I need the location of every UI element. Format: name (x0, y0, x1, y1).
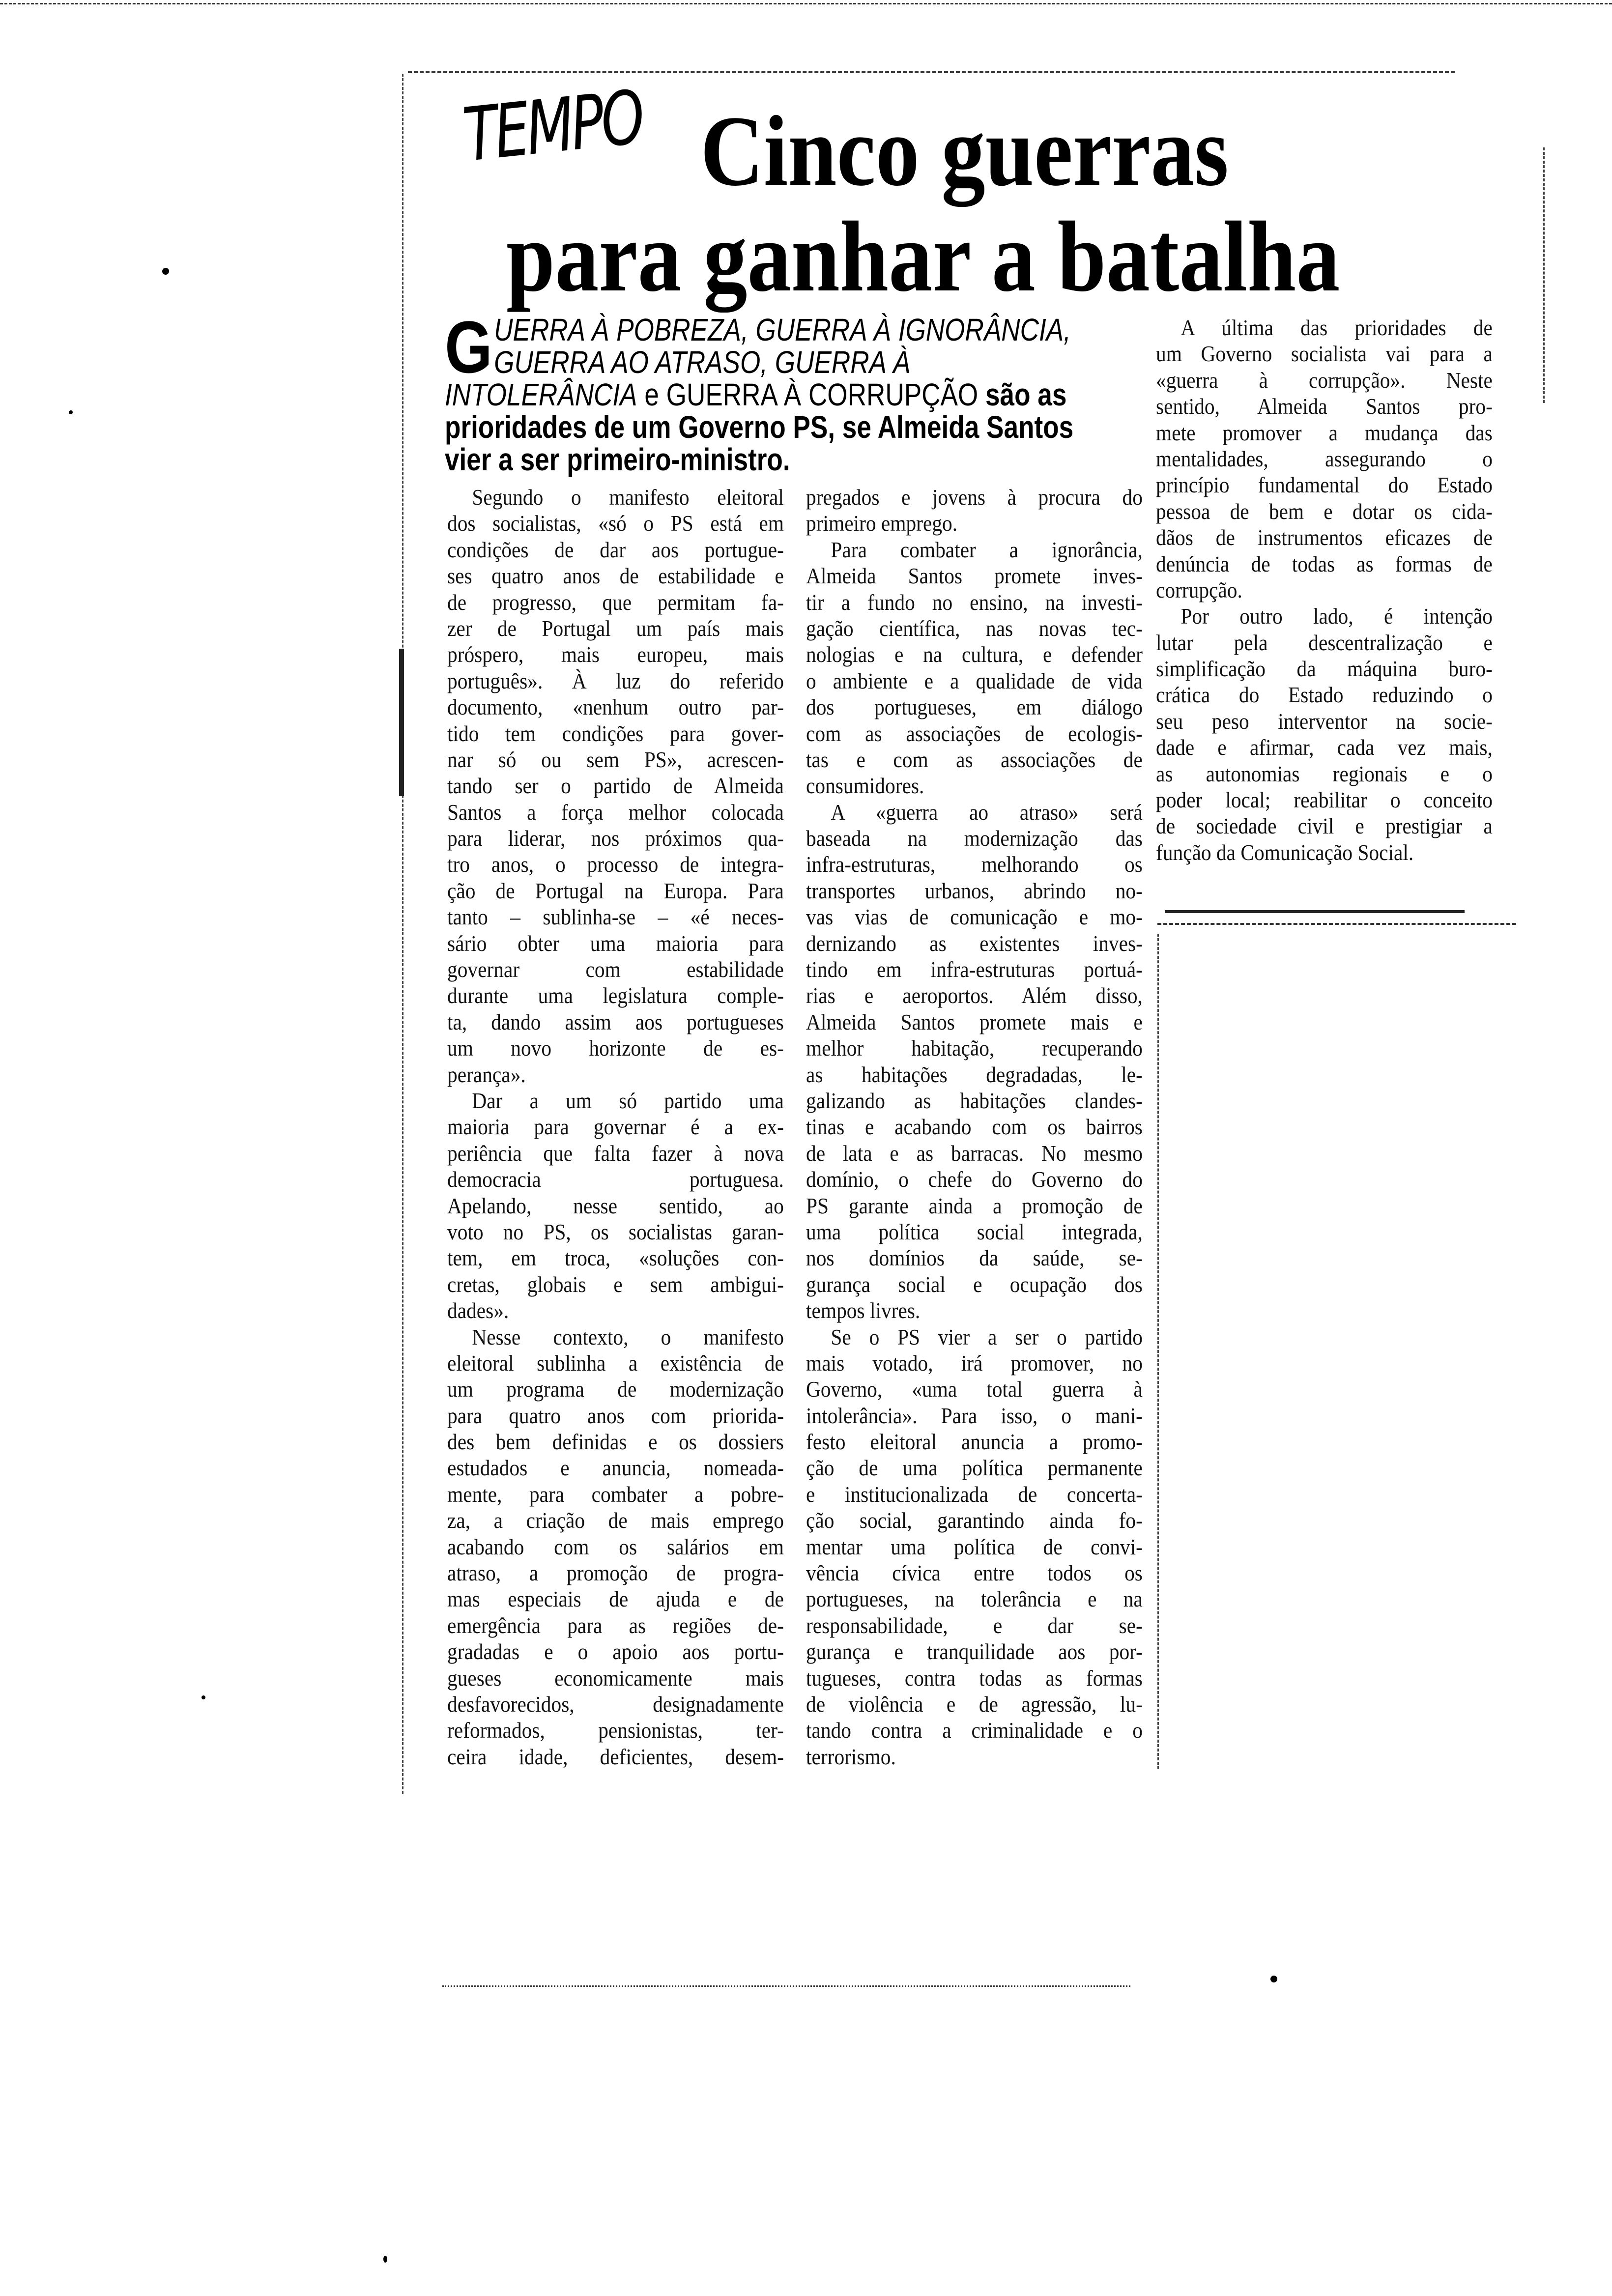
text-line: gação científica, nas novas tec- (806, 615, 1143, 641)
article-column-1 (447, 484, 784, 1770)
text-line: vência cívica entre todos os (806, 1560, 1143, 1586)
text-line: próspero, mais europeu, mais (447, 642, 784, 667)
headline-line-2: para ganhar a batalha (506, 201, 1340, 313)
text-line: de lata e as barracas. No mesmo (806, 1140, 1143, 1166)
scan-shadow-bar (399, 649, 404, 796)
scan-speck (1270, 1976, 1277, 1982)
text-line: za, a criação de mais emprego (447, 1508, 784, 1533)
text-line: mente, para combater a pobre- (447, 1481, 784, 1507)
text-line: de sociedade civil e prestigiar a (1156, 813, 1493, 839)
scan-speck (162, 268, 169, 275)
text-line: tro anos, o processo de integra- (447, 852, 784, 877)
text-line: nologias e na cultura, e defender (806, 642, 1143, 667)
text-line: mentalidades, assegurando o (1156, 446, 1493, 471)
text-line: periência que falta fazer à nova (447, 1140, 784, 1166)
text-line: tempos livres. (806, 1298, 921, 1323)
text-line: mas especiais de ajuda e de (447, 1586, 784, 1612)
text-line: tando ser o partido de Almeida (447, 773, 784, 799)
text-line: sentido, Almeida Santos pro- (1156, 394, 1493, 419)
text-line: galizando as habitações clandes- (806, 1088, 1143, 1113)
text-line: Se o PS vier a ser o partido (831, 1324, 1143, 1349)
text-line: mais votado, irá promover, no (806, 1350, 1143, 1376)
lead-line: vier a ser primeiro-ministro. (445, 442, 790, 477)
article-column-2 (806, 484, 1143, 1770)
text-line: des bem definidas e os dossiers (447, 1429, 784, 1455)
text-line: nos domínios da saúde, se- (806, 1245, 1143, 1271)
text-line: tas e com as associações de (806, 746, 1143, 772)
text-line: atraso, a promoção de progra- (447, 1560, 784, 1586)
text-line: Almeida Santos promete mais e (806, 1009, 1143, 1034)
text-line: tinas e acabando com os bairros (806, 1114, 1143, 1140)
text-line: Dar a um só partido uma (472, 1088, 784, 1113)
text-line: primeiro emprego. (806, 511, 958, 536)
text-line: acabando com os salários em (447, 1534, 784, 1559)
text-line: dade e afirmar, cada vez mais, (1156, 735, 1493, 760)
clipping-top-edge (408, 71, 1455, 73)
text-line: crática do Estado reduzindo o (1156, 682, 1493, 708)
clipping-cut-edge (1157, 923, 1516, 925)
lead-paragraph (445, 306, 1114, 477)
text-line: transportes urbanos, abrindo no- (806, 878, 1143, 903)
text-line: Apelando, nesse sentido, ao (447, 1193, 784, 1218)
text-line: um programa de modernização (447, 1377, 784, 1402)
text-line: para quatro anos com priorida- (447, 1403, 784, 1428)
text-line: português». À luz do referido (447, 668, 784, 693)
text-line: tido tem condições para gover- (447, 720, 784, 746)
text-line: gueses economicamente mais (447, 1665, 784, 1691)
text-line: ta, dando assim aos portugueses (447, 1009, 784, 1034)
scan-speck (383, 2256, 387, 2263)
text-line: infra-estruturas, melhorando os (806, 852, 1143, 877)
text-line: dos portugueses, em diálogo (806, 694, 1143, 720)
scan-top-border (0, 3, 1612, 4)
text-line: as autonomias regionais e o (1156, 761, 1493, 786)
text-line: Segundo o manifesto eleitoral (472, 485, 784, 510)
text-line: consumidores. (806, 773, 924, 799)
text-line: «guerra à corrupção». Neste (1156, 367, 1493, 393)
text-line: Nesse contexto, o manifesto (472, 1324, 784, 1349)
text-line: denúncia de todas as formas de (1156, 551, 1493, 576)
text-line: perança». (447, 1062, 526, 1087)
paragraph (806, 484, 1143, 537)
text-line: Por outro lado, é intenção (1180, 603, 1493, 629)
text-line: responsabilidade, e dar se- (806, 1612, 1143, 1638)
text-line: democracia portuguesa. (447, 1167, 784, 1192)
text-line: Almeida Santos promete inves- (806, 563, 1143, 589)
text-line: tando contra a criminalidade e o (806, 1718, 1143, 1743)
drop-cap: G (445, 306, 492, 388)
text-line: dos socialistas, «só o PS está em (447, 511, 784, 536)
handwritten-note: TEMPO (460, 75, 646, 179)
text-line: melhor habitação, recuperando (806, 1035, 1143, 1061)
lead-line: UERRA À POBREZA, GUERRA À IGNORÂNCIA, (494, 312, 1071, 347)
text-line: Para combater a ignorância, (831, 537, 1143, 562)
text-line: gradadas e o apoio aos portu- (447, 1639, 784, 1665)
text-line: PS garante ainda a promoção de (806, 1193, 1143, 1218)
text-line: de violência e de agressão, lu- (806, 1691, 1143, 1717)
text-line: com as associações de ecologis- (806, 720, 1143, 746)
text-line: ção de Portugal na Europa. Para (447, 878, 784, 903)
text-line: simplificação da máquina buro- (1156, 656, 1493, 682)
text-line: pregados e jovens à procura do (806, 485, 1143, 510)
paragraph (806, 537, 1143, 799)
lead-bold-text: são as (985, 377, 1067, 412)
text-line: durante uma legislatura comple- (447, 983, 784, 1008)
text-line: dades». (447, 1298, 509, 1323)
text-line: portugueses, na tolerância e na (806, 1586, 1143, 1612)
text-line: princípio fundamental do Estado (1156, 472, 1493, 498)
lead-line (445, 378, 1114, 411)
text-line: desfavorecidos, designadamente (447, 1691, 784, 1717)
text-line: um novo horizonte de es- (447, 1035, 784, 1061)
scan-speck (69, 410, 73, 414)
lead-text: e GUERRA À CORRUPÇÃO (637, 377, 986, 412)
paragraph (806, 799, 1143, 1324)
text-line: vas vias de comunicação e mo- (806, 904, 1143, 930)
text-line: Governo, «uma total guerra à (806, 1377, 1143, 1402)
text-line: tugueses, contra todas as formas (806, 1665, 1143, 1691)
text-line: zer de Portugal um país mais (447, 615, 784, 641)
text-line: tanto – sublinha-se – «é neces- (447, 904, 784, 930)
lead-line: GUERRA AO ATRASO, GUERRA À (494, 344, 911, 380)
text-line: dernizando as existentes inves- (806, 930, 1143, 956)
text-line: festo eleitoral anuncia a promo- (806, 1429, 1143, 1455)
text-line: gurança e tranquilidade aos por- (806, 1639, 1143, 1665)
text-line: pessoa de bem e dotar os cida- (1156, 498, 1493, 524)
lead-line: prioridades de um Governo PS, se Almeida Santos (445, 409, 1074, 445)
text-line: ção de uma política permanente (806, 1455, 1143, 1481)
text-line: as habitações degradadas, le- (806, 1062, 1143, 1087)
paragraph (1156, 603, 1493, 865)
column-end-rule (1165, 910, 1465, 913)
text-line: A «guerra ao atraso» será (831, 799, 1143, 825)
text-line: terrorismo. (806, 1744, 896, 1769)
text-line: A última das prioridades de (1180, 315, 1493, 340)
headline-line-1: Cinco guerras (700, 95, 1229, 207)
text-line: nar só ou sem PS», acrescen- (447, 746, 784, 772)
text-line: reformados, pensionistas, ter- (447, 1718, 784, 1743)
paragraph (447, 1088, 784, 1324)
text-line: função da Comunicação Social. (1156, 839, 1414, 865)
text-line: Santos a força melhor colocada (447, 799, 784, 825)
text-line: lutar pela descentralização e (1156, 630, 1493, 655)
text-line: uma política social integrada, (806, 1219, 1143, 1244)
text-line: um Governo socialista vai para a (1156, 341, 1493, 367)
text-line: de progresso, que permitam fa- (447, 589, 784, 615)
text-line: ção social, garantindo ainda fo- (806, 1508, 1143, 1533)
clipping-right-edge (1543, 147, 1545, 403)
text-line: domínio, o chefe do Governo do (806, 1167, 1143, 1192)
text-line: documento, «nenhum outro par- (447, 694, 784, 720)
text-line: corrupção. (1156, 577, 1242, 603)
text-line: intolerância». Para isso, o mani- (806, 1403, 1143, 1428)
text-line: condições de dar aos portugue- (447, 537, 784, 562)
text-line: rias e aeroportos. Além disso, (806, 983, 1143, 1008)
paragraph (447, 1324, 784, 1770)
text-line: ses quatro anos de estabilidade e (447, 563, 784, 589)
text-line: tir a fundo no ensino, na investi- (806, 589, 1143, 615)
text-line: o ambiente e a qualidade de vida (806, 668, 1143, 693)
text-line: governar com estabilidade (447, 957, 784, 982)
article-column-3 (1156, 315, 1493, 865)
paragraph (1156, 315, 1493, 603)
text-line: e institucionalizada de concerta- (806, 1481, 1143, 1507)
text-line: tindo em infra-estruturas portuá- (806, 957, 1143, 982)
text-line: baseada na modernização das (806, 826, 1143, 851)
text-line: dãos de instrumentos eficazes de (1156, 525, 1493, 550)
text-line: tem, em troca, «soluções con- (447, 1245, 784, 1271)
text-line: mete promover a mudança das (1156, 420, 1493, 445)
paragraph (447, 484, 784, 1088)
lead-italic-word: INTOLERÂNCIA (445, 377, 637, 412)
text-line: seu peso interventor na socie- (1156, 708, 1493, 734)
paragraph (806, 1324, 1143, 1770)
scan-speck (202, 1695, 205, 1699)
text-line: sário obter uma maioria para (447, 930, 784, 956)
clipping-right-edge-lower (1157, 934, 1159, 1769)
text-line: para liderar, nos próximos qua- (447, 826, 784, 851)
text-line: maioria para governar é a ex- (447, 1114, 784, 1140)
text-line: poder local; reabilitar o conceito (1156, 787, 1493, 813)
text-line: voto no PS, os socialistas garan- (447, 1219, 784, 1244)
text-line: ceira idade, deficientes, desem- (447, 1744, 784, 1769)
text-line: eleitoral sublinha a existência de (447, 1350, 784, 1376)
text-line: mentar uma política de convi- (806, 1534, 1143, 1559)
text-line: estudados e anuncia, nomeada- (447, 1455, 784, 1481)
text-line: gurança social e ocupação dos (806, 1271, 1143, 1297)
clipping-bottom-edge (442, 1985, 1130, 1987)
text-line: emergência para as regiões de- (447, 1612, 784, 1638)
text-line: cretas, globais e sem ambigui- (447, 1271, 784, 1297)
clipping-left-edge (402, 74, 403, 1794)
